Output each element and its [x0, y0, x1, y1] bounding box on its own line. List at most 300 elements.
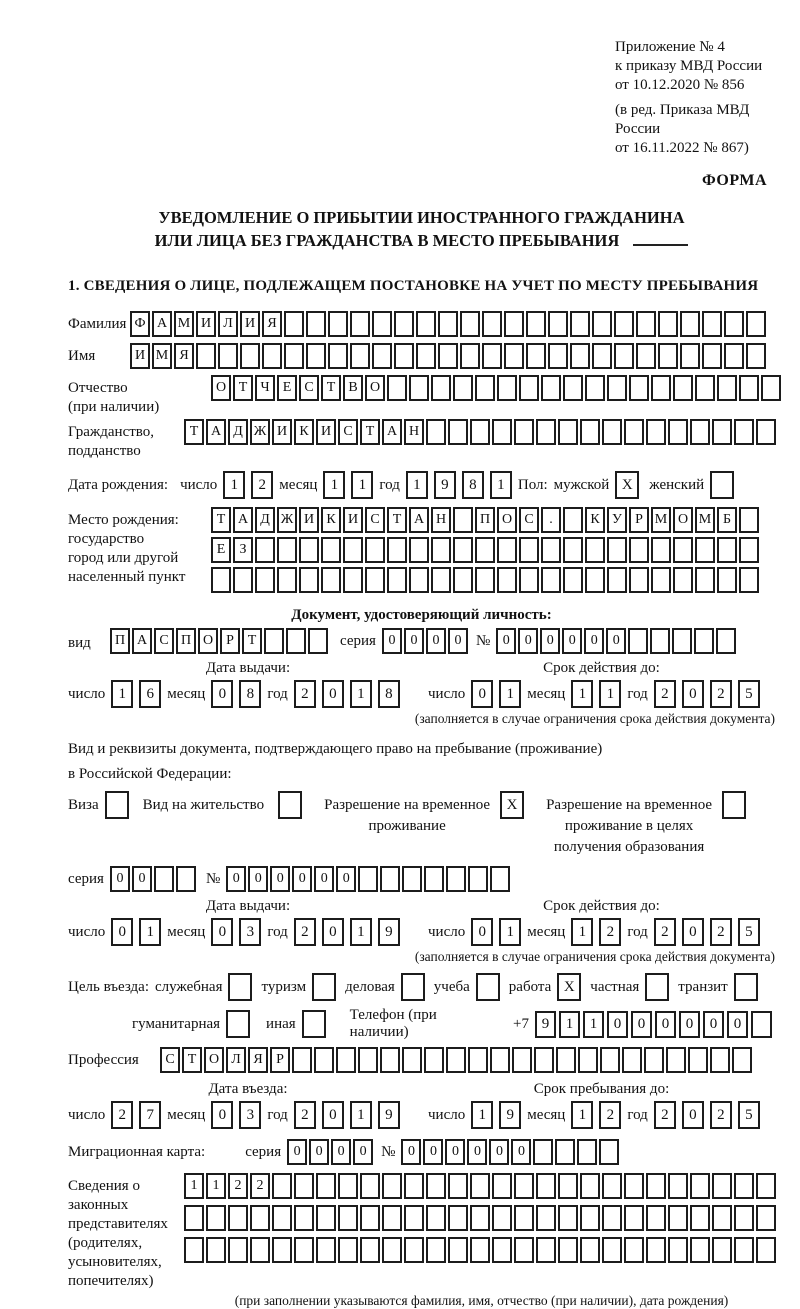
char-cell: [712, 1237, 732, 1263]
char-cell: [448, 419, 468, 445]
entry-year-label: год: [267, 1106, 288, 1123]
char-cell: 0: [511, 1139, 531, 1165]
char-cell: [492, 1173, 512, 1199]
visa-label: Виза: [68, 797, 99, 813]
char-cell: К: [294, 419, 314, 445]
char-cell: Т: [182, 1047, 202, 1073]
char-cell: [739, 375, 759, 401]
char-cell: С: [338, 419, 358, 445]
char-cell: [468, 866, 488, 892]
char-cell: [602, 1173, 622, 1199]
patronymic-label: Отчество (при наличии): [68, 375, 211, 417]
char-cell: [732, 1047, 752, 1073]
char-cell: [394, 311, 414, 337]
char-cell: [448, 1205, 468, 1231]
representatives-cells-row1: [184, 1173, 778, 1199]
char-cell: 0: [727, 1011, 748, 1038]
char-cell: П: [110, 628, 130, 654]
birthdate-year-label: год: [379, 476, 400, 493]
char-cell: М: [695, 507, 715, 533]
staydoc-number-label: №: [205, 870, 221, 887]
char-cell: 0: [314, 866, 334, 892]
purpose-option-tourism: туризм: [261, 973, 336, 1001]
doc-number-label: №: [475, 632, 491, 649]
staydoc-issue-day-cells: [111, 918, 167, 946]
doc-expiry-day-label: число: [428, 685, 466, 702]
char-cell: [673, 375, 693, 401]
char-cell: 1: [323, 471, 345, 499]
char-cell: [673, 567, 693, 593]
entry-day-label: число: [68, 1106, 106, 1123]
char-cell: [277, 537, 297, 563]
char-cell: 1: [139, 918, 161, 946]
char-cell: 0: [426, 628, 446, 654]
char-cell: [343, 567, 363, 593]
char-cell: [292, 1047, 312, 1073]
visa-checkbox: [105, 791, 129, 819]
char-cell: [624, 1173, 644, 1199]
char-cell: [658, 343, 678, 369]
char-cell: И: [299, 507, 319, 533]
migration-card-label: Миграционная карта:: [68, 1143, 206, 1160]
char-cell: [614, 343, 634, 369]
temp-permit-checkbox: X: [500, 791, 524, 819]
char-cell: Т: [184, 419, 204, 445]
char-cell: [668, 1173, 688, 1199]
char-cell: 1: [184, 1173, 204, 1199]
char-cell: П: [475, 507, 495, 533]
char-cell: [470, 1205, 490, 1231]
char-cell: [448, 1237, 468, 1263]
char-cell: [690, 1173, 710, 1199]
char-cell: 0: [679, 1011, 700, 1038]
char-cell: [580, 1205, 600, 1231]
birthplace-sublabel-country: государство: [68, 531, 145, 547]
char-cell: [482, 311, 502, 337]
purpose-row-1: [68, 973, 775, 1001]
char-cell: [316, 1173, 336, 1199]
edu-permit-label: Разрешение на временное проживание в целях получения образования: [546, 797, 713, 855]
char-cell: [448, 1173, 468, 1199]
char-cell: Ф: [130, 311, 150, 337]
stay-until-month-label: месяц: [527, 1106, 566, 1123]
migration-card-number-cells: [401, 1139, 621, 1165]
char-cell: Л: [218, 311, 238, 337]
char-cell: Ч: [255, 375, 275, 401]
purpose-tourism-checkbox: [312, 973, 336, 1001]
purpose-row-2: [132, 1007, 775, 1041]
birthdate-month-cells: [323, 471, 379, 499]
char-cell: [250, 1205, 270, 1231]
char-cell: [580, 1237, 600, 1263]
birthplace-cells-row1: [211, 507, 761, 533]
char-cell: [416, 311, 436, 337]
form-title-line2: ИЛИ ЛИЦА БЕЗ ГРАЖДАНСТВА В МЕСТО ПРЕБЫВАНИЯ: [154, 231, 620, 250]
char-cell: [558, 1173, 578, 1199]
staydoc-expiry-day-label: число: [428, 923, 466, 940]
char-cell: [380, 866, 400, 892]
sex-male-checkbox: X: [615, 471, 639, 499]
purpose-option-humanitarian: гуманитарная: [132, 1010, 250, 1038]
char-cell: [526, 311, 546, 337]
temp-permit-option: [324, 791, 524, 837]
representatives-cells-row2: [184, 1205, 778, 1231]
migration-card-series-cells: [287, 1139, 375, 1165]
char-cell: О: [365, 375, 385, 401]
char-cell: [695, 375, 715, 401]
stay-until-year-cells: [654, 1101, 766, 1129]
char-cell: [402, 866, 422, 892]
char-cell: [228, 1237, 248, 1263]
profession-cells: [160, 1047, 754, 1073]
edu-permit-option: [546, 791, 746, 858]
phone-cells: [535, 1011, 775, 1038]
staydoc-expiry-note: (заполняется в случае ограничения срока действия документа): [414, 949, 775, 964]
char-cell: [761, 375, 781, 401]
birthdate-label: Дата рождения:: [68, 476, 169, 493]
char-cell: [607, 537, 627, 563]
char-cell: 5: [738, 1101, 760, 1129]
char-cell: [668, 1205, 688, 1231]
staydoc-series-label: серия: [68, 870, 104, 887]
char-cell: [294, 1205, 314, 1231]
purpose-option-other: иная: [266, 1010, 326, 1038]
char-cell: 0: [353, 1139, 373, 1165]
char-cell: А: [382, 419, 402, 445]
char-cell: [712, 1173, 732, 1199]
char-cell: 0: [445, 1139, 465, 1165]
char-cell: 0: [496, 628, 516, 654]
sex-female-checkbox: [710, 471, 734, 499]
char-cell: [382, 1173, 402, 1199]
char-cell: [717, 567, 737, 593]
char-cell: [294, 1173, 314, 1199]
char-cell: Т: [233, 375, 253, 401]
char-cell: [556, 1047, 576, 1073]
char-cell: [563, 507, 583, 533]
char-cell: 8: [239, 680, 261, 708]
char-cell: [702, 343, 722, 369]
staydoc-series-cells: [110, 866, 198, 892]
char-cell: [668, 419, 688, 445]
firstname-label: Имя: [68, 348, 96, 364]
char-cell: [541, 375, 561, 401]
char-cell: 3: [239, 1101, 261, 1129]
section1-heading: 1. СВЕДЕНИЯ О ЛИЦЕ, ПОДЛЕЖАЩЕМ ПОСТАНОВКЕ НА УЧЕТ ПО МЕСТУ ПРЕБЫВАНИЯ: [68, 278, 759, 294]
char-cell: 0: [132, 866, 152, 892]
char-cell: 7: [139, 1101, 161, 1129]
doc-number-cells: [496, 628, 738, 654]
doc-expiry-day-cells: [471, 680, 527, 708]
char-cell: [358, 1047, 378, 1073]
char-cell: [470, 1173, 490, 1199]
char-cell: [570, 343, 590, 369]
char-cell: [218, 343, 238, 369]
char-cell: [651, 567, 671, 593]
char-cell: [409, 537, 429, 563]
doc-expiry-month-label: месяц: [527, 685, 566, 702]
doc-expiry-month-cells: [571, 680, 627, 708]
char-cell: [580, 1173, 600, 1199]
char-cell: О: [673, 507, 693, 533]
char-cell: О: [211, 375, 231, 401]
char-cell: О: [204, 1047, 224, 1073]
char-cell: [470, 1237, 490, 1263]
char-cell: А: [409, 507, 429, 533]
staydoc-intro-line1: Вид и реквизиты документа, подтверждающего право на пребывание (проживание): [68, 741, 603, 757]
char-cell: [426, 419, 446, 445]
staydoc-issue-month-cells: [211, 918, 267, 946]
char-cell: 0: [471, 680, 493, 708]
title-blank-underline: [633, 244, 688, 246]
char-cell: А: [206, 419, 226, 445]
char-cell: 2: [710, 918, 732, 946]
char-cell: [438, 343, 458, 369]
char-cell: 1: [350, 1101, 372, 1129]
char-cell: [672, 628, 692, 654]
char-cell: [585, 537, 605, 563]
char-cell: Я: [174, 343, 194, 369]
doc-expiry-year-label: год: [627, 685, 648, 702]
purpose-option-study: учеба: [434, 973, 500, 1001]
char-cell: 0: [682, 918, 704, 946]
char-cell: [272, 1173, 292, 1199]
char-cell: Т: [387, 507, 407, 533]
char-cell: 0: [270, 866, 290, 892]
char-cell: [409, 567, 429, 593]
char-cell: И: [240, 311, 260, 337]
char-cell: [646, 419, 666, 445]
char-cell: 1: [490, 471, 512, 499]
char-cell: [460, 311, 480, 337]
char-cell: 1: [571, 1101, 593, 1129]
forma-label: ФОРМА: [701, 172, 767, 189]
char-cell: [578, 1047, 598, 1073]
char-cell: [314, 1047, 334, 1073]
char-cell: З: [233, 537, 253, 563]
char-cell: Д: [255, 507, 275, 533]
char-cell: И: [316, 419, 336, 445]
char-cell: Е: [211, 537, 231, 563]
char-cell: [563, 537, 583, 563]
char-cell: [680, 343, 700, 369]
char-cell: [624, 1237, 644, 1263]
char-cell: Н: [431, 507, 451, 533]
char-cell: 0: [448, 628, 468, 654]
char-cell: Т: [211, 507, 231, 533]
char-cell: [380, 1047, 400, 1073]
char-cell: [453, 507, 473, 533]
citizenship-row: [68, 419, 775, 461]
entry-date-heading: Дата въезда:: [208, 1081, 288, 1097]
char-cell: [504, 311, 524, 337]
char-cell: [607, 375, 627, 401]
edition-line-1: (в ред. Приказа МВД России: [615, 102, 750, 137]
entry-year-cells: [294, 1101, 406, 1129]
char-cell: [585, 567, 605, 593]
char-cell: [240, 343, 260, 369]
char-cell: [526, 343, 546, 369]
char-cell: [673, 537, 693, 563]
char-cell: Р: [220, 628, 240, 654]
purpose-private-checkbox: [645, 973, 669, 1001]
staydoc-intro-line2: в Российской Федерации:: [68, 766, 232, 782]
char-cell: [666, 1047, 686, 1073]
char-cell: 8: [462, 471, 484, 499]
char-cell: [431, 375, 451, 401]
char-cell: [308, 628, 328, 654]
sex-male-label: мужской: [553, 476, 610, 493]
char-cell: [338, 1237, 358, 1263]
char-cell: 0: [606, 628, 626, 654]
stay-until-day-label: число: [428, 1106, 466, 1123]
char-cell: А: [132, 628, 152, 654]
surname-row: [68, 311, 775, 337]
char-cell: 1: [583, 1011, 604, 1038]
char-cell: 0: [322, 680, 344, 708]
char-cell: [416, 343, 436, 369]
char-cell: [690, 1205, 710, 1231]
char-cell: 0: [110, 866, 130, 892]
edition-line-2: от 16.11.2022 № 867): [615, 140, 749, 156]
char-cell: М: [651, 507, 671, 533]
char-cell: 1: [571, 680, 593, 708]
char-cell: [629, 567, 649, 593]
char-cell: [338, 1205, 358, 1231]
char-cell: [548, 343, 568, 369]
char-cell: [286, 628, 306, 654]
purpose-work-checkbox: X: [557, 973, 581, 1001]
char-cell: [646, 1173, 666, 1199]
char-cell: [592, 343, 612, 369]
char-cell: Ж: [277, 507, 297, 533]
doc-issue-year-label: год: [267, 685, 288, 702]
char-cell: [316, 1205, 336, 1231]
char-cell: 9: [434, 471, 456, 499]
purpose-business-checkbox: [401, 973, 425, 1001]
char-cell: О: [198, 628, 218, 654]
firstname-row: [68, 343, 775, 369]
char-cell: [431, 537, 451, 563]
staydoc-series-row: [68, 866, 775, 892]
char-cell: [716, 628, 736, 654]
char-cell: [338, 1173, 358, 1199]
edu-permit-checkbox: [722, 791, 746, 819]
char-cell: [490, 866, 510, 892]
char-cell: [402, 1047, 422, 1073]
char-cell: [358, 866, 378, 892]
doc-issue-month-cells: [211, 680, 267, 708]
staydoc-expiry-heading: Срок действия до:: [543, 898, 660, 914]
char-cell: [316, 1237, 336, 1263]
migration-card-number-label: №: [381, 1143, 396, 1160]
char-cell: 0: [111, 918, 133, 946]
char-cell: 0: [309, 1139, 329, 1165]
char-cell: [470, 419, 490, 445]
identity-doc-heading: Документ, удостоверяющий личность:: [291, 607, 552, 623]
entry-month-cells: [211, 1101, 267, 1129]
char-cell: [387, 567, 407, 593]
doc-expiry-year-cells: [654, 680, 766, 708]
char-cell: [350, 343, 370, 369]
char-cell: [600, 1047, 620, 1073]
entry-day-cells: [111, 1101, 167, 1129]
char-cell: [460, 343, 480, 369]
char-cell: [514, 1173, 534, 1199]
char-cell: 0: [292, 866, 312, 892]
char-cell: Т: [242, 628, 262, 654]
permit-type-row: [68, 791, 775, 858]
char-cell: 2: [294, 1101, 316, 1129]
char-cell: [365, 537, 385, 563]
phone-prefix: +7: [513, 1015, 529, 1032]
purpose-humanitarian-checkbox: [226, 1010, 250, 1038]
char-cell: И: [343, 507, 363, 533]
char-cell: [622, 1047, 642, 1073]
char-cell: [534, 1047, 554, 1073]
birthplace-sublabel-city1: город или другой: [68, 550, 179, 566]
char-cell: С: [299, 375, 319, 401]
char-cell: [206, 1205, 226, 1231]
char-cell: [382, 1205, 402, 1231]
staydoc-issue-heading: Дата выдачи:: [205, 898, 291, 914]
appendix-line-1: Приложение № 4: [615, 39, 725, 55]
char-cell: 9: [535, 1011, 556, 1038]
doc-expiry-heading: Срок действия до:: [543, 660, 660, 676]
char-cell: [563, 567, 583, 593]
citizenship-label: Гражданство, подданство: [68, 419, 184, 461]
char-cell: [651, 537, 671, 563]
char-cell: [710, 1047, 730, 1073]
birthdate-month-label: месяц: [279, 476, 318, 493]
staydoc-issue-year-cells: [294, 918, 406, 946]
staydoc-expiry-day-cells: [471, 918, 527, 946]
entry-month-label: месяц: [167, 1106, 206, 1123]
purpose-option-business: деловая: [345, 973, 425, 1001]
representatives-label: Сведения о законных представителях (родителях, усыновителях, попечителях): [68, 1178, 168, 1289]
char-cell: Т: [321, 375, 341, 401]
char-cell: 8: [378, 680, 400, 708]
char-cell: 1: [471, 1101, 493, 1129]
char-cell: С: [154, 628, 174, 654]
char-cell: 0: [211, 1101, 233, 1129]
char-cell: 2: [654, 918, 676, 946]
residence-permit-label: Вид на жительство: [142, 797, 265, 813]
char-cell: [739, 507, 759, 533]
char-cell: 1: [559, 1011, 580, 1038]
char-cell: [475, 567, 495, 593]
char-cell: [492, 419, 512, 445]
char-cell: [514, 1205, 534, 1231]
char-cell: [228, 1205, 248, 1231]
purpose-other-checkbox: [302, 1010, 326, 1038]
char-cell: [734, 419, 754, 445]
staydoc-issue-year-label: год: [267, 923, 288, 940]
birthdate-day-label: число: [180, 476, 218, 493]
char-cell: 1: [350, 918, 372, 946]
char-cell: 0: [211, 680, 233, 708]
char-cell: [519, 567, 539, 593]
char-cell: [343, 537, 363, 563]
char-cell: [624, 419, 644, 445]
char-cell: К: [321, 507, 341, 533]
char-cell: 0: [423, 1139, 443, 1165]
char-cell: [558, 419, 578, 445]
char-cell: 0: [404, 628, 424, 654]
char-cell: [519, 375, 539, 401]
char-cell: [475, 537, 495, 563]
stay-until-day-cells: [471, 1101, 527, 1129]
